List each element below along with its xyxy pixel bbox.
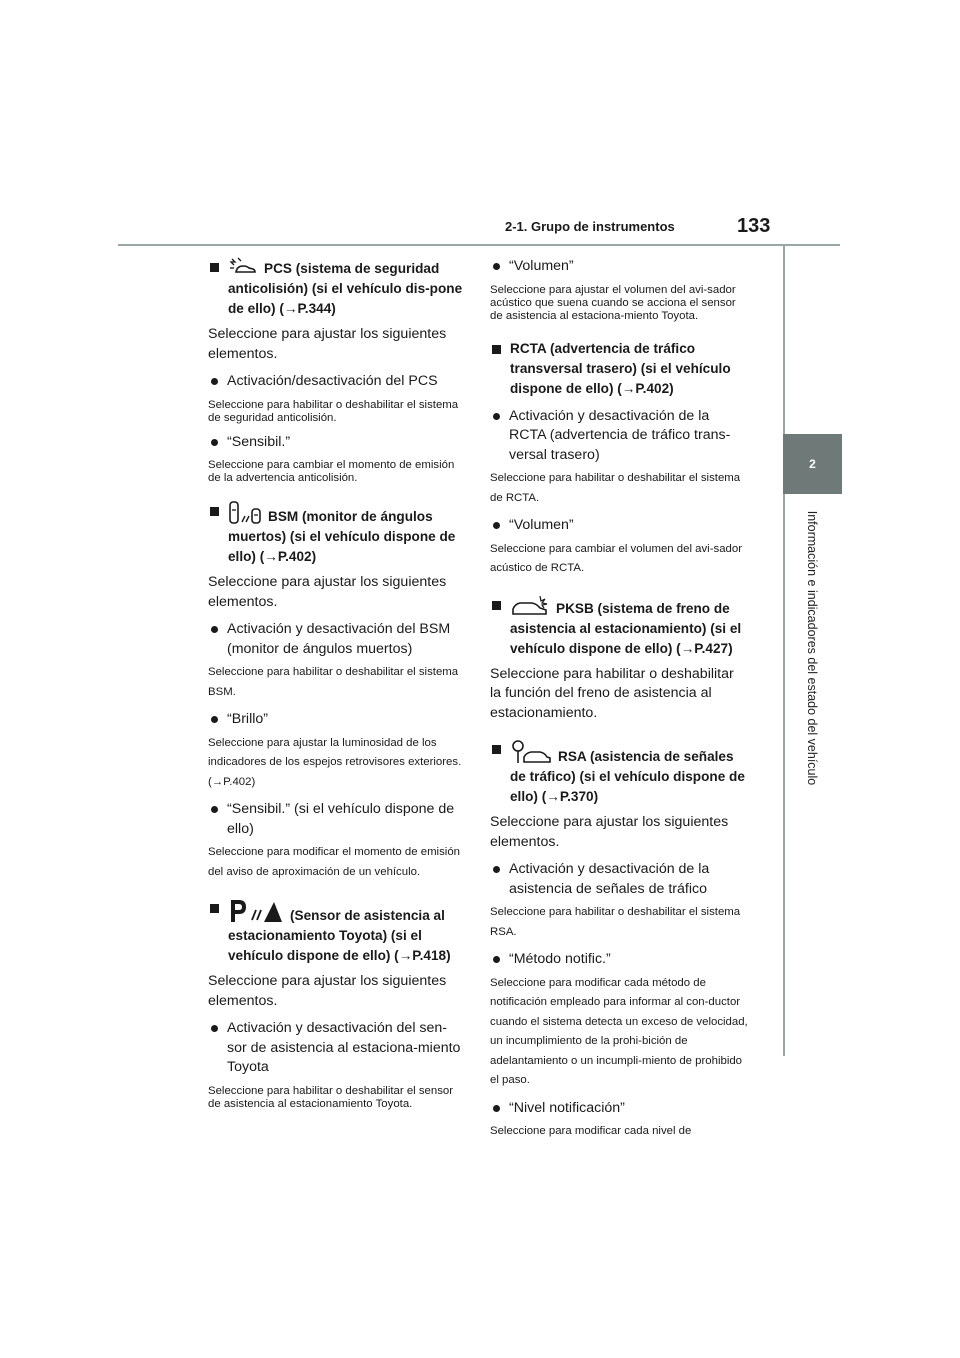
- square-bullet-icon: [210, 904, 219, 913]
- pksb-icon: [510, 595, 550, 617]
- parking-volume-desc: Seleccione para ajustar el volumen del avi-sador acústico que suena cuando se acciona el sensor de asistencia al estaciona-miento Toyota.: [490, 283, 736, 322]
- square-bullet-icon: [210, 263, 219, 272]
- bsm-bullet-sensitivity: “Sensibil.” (si el vehículo dispone de ello): [208, 800, 466, 839]
- rcta-bullet-onoff: Activación y desactivación de la RCTA (advertencia de tráfico trans-versal trasero): [490, 407, 748, 466]
- rsa-desc-level: Seleccione para modificar cada nivel de: [490, 1125, 692, 1137]
- pksb-section: [490, 595, 748, 724]
- rcta-desc-onoff: Seleccione para habilitar o deshabilitar el sistema de RCTA.: [490, 472, 741, 504]
- parking-sensor-intro: Seleccione para ajustar los siguientes elementos.: [208, 973, 447, 1009]
- bsm-bullet-onoff: Activación y desactivación del BSM (monitor de ángulos muertos): [208, 620, 466, 659]
- pcs-desc-onoff: Seleccione para habilitar o deshabilitar el sistema de seguridad anticolisión.: [208, 398, 459, 424]
- bsm-section: [208, 501, 466, 882]
- parking-sensor-section: [208, 898, 466, 1111]
- bsm-desc-brightness: Seleccione para ajustar la luminosidad de los indicadores de los espejos retrovisores exteriores. (→P.402): [208, 736, 462, 788]
- parking-volume-section: [490, 257, 748, 323]
- pksb-intro: Seleccione para habilitar o deshabilitar la función del freno de asistencia al estacionamiento.: [490, 665, 734, 721]
- pcs-bullet-sensitivity: “Sensibil.”: [208, 433, 466, 453]
- bsm-desc-onoff: Seleccione para habilitar o deshabilitar el sistema BSM.: [208, 666, 459, 698]
- pcs-icon: [228, 257, 258, 277]
- left-column: [208, 257, 466, 1127]
- pksb-heading: [490, 595, 748, 659]
- rsa-icon: [510, 739, 552, 765]
- pcs-heading: [208, 257, 466, 319]
- pksb-heading-text: PKSB (sistema de freno de asistencia al estacionamiento) (si el vehículo dispone de ello) (→P.427): [510, 600, 742, 656]
- rsa-desc-method: Seleccione para modificar cada método de notificación empleado para informar al con-ductor cuando el sistema detecta un exceso de velocidad, un incumplimiento de la prohi-bición de adelantamiento o un incumpli-miento de prohibido el paso.: [490, 976, 748, 1086]
- bsm-heading-text: BSM (monitor de ángulos muertos) (si el vehículo dispone de ello) (→P.402): [228, 509, 456, 564]
- page-number: 133: [737, 215, 771, 237]
- rsa-desc-onoff: Seleccione para habilitar o deshabilitar el sistema RSA.: [490, 906, 741, 938]
- rsa-bullet-onoff: Activación y desactivación de la asistencia de señales de tráfico: [490, 860, 748, 899]
- bsm-intro: Seleccione para ajustar los siguientes elementos.: [208, 574, 447, 610]
- pcs-bullet-onoff: Activación/desactivación del PCS: [208, 372, 466, 392]
- rcta-heading: [490, 339, 748, 399]
- parking-sensor-icon: [228, 898, 284, 924]
- rsa-section: [490, 739, 748, 1142]
- header-divider: [118, 244, 840, 246]
- rcta-section: [490, 339, 748, 579]
- rcta-bullet-volume: “Volumen”: [490, 516, 748, 536]
- pcs-intro: Seleccione para ajustar los siguientes elementos.: [208, 326, 447, 362]
- right-column: [490, 257, 748, 1158]
- parking-sensor-heading: [208, 898, 466, 966]
- side-divider: [783, 244, 785, 1056]
- header-section-title: 2-1. Grupo de instrumentos: [505, 219, 675, 234]
- chapter-title: Información e indicadores del estado del vehículo: [805, 510, 819, 786]
- bsm-heading: [208, 501, 466, 567]
- square-bullet-icon: [492, 345, 501, 354]
- rsa-intro: Seleccione para ajustar los siguientes elementos.: [490, 814, 729, 850]
- chapter-tab: 2: [783, 434, 842, 494]
- rsa-bullet-method: “Método notific.”: [490, 950, 748, 970]
- parking-sensor-desc-onoff: Seleccione para habilitar o deshabilitar el sensor de asistencia al estacionamiento Toyota.: [208, 1084, 454, 1110]
- rsa-bullet-level: “Nivel notificación”: [490, 1099, 748, 1119]
- parking-sensor-heading-text: (Sensor de asistencia al estacionamiento Toyota) (si el vehículo dispone de ello) (→P.418): [228, 908, 451, 963]
- pcs-desc-sensitivity: Seleccione para cambiar el momento de emisión de la advertencia anticolisión.: [208, 459, 455, 484]
- rsa-heading: [490, 739, 748, 807]
- rcta-desc-volume: Seleccione para cambiar el volumen del avi-sador acústico de RCTA.: [490, 542, 742, 574]
- pcs-section: [208, 257, 466, 485]
- bsm-bullet-brightness: “Brillo”: [208, 710, 466, 730]
- rsa-heading-text: RSA (asistencia de señales de tráfico) (si el vehículo dispone de ello) (→P.370): [510, 749, 745, 804]
- parking-volume-bullet: “Volumen”: [490, 257, 748, 277]
- square-bullet-icon: [210, 507, 219, 516]
- bsm-icon: [228, 501, 262, 525]
- parking-sensor-bullet-onoff: Activación y desactivación del sen-sor de asistencia al estaciona-miento Toyota: [208, 1019, 466, 1078]
- square-bullet-icon: [492, 601, 501, 610]
- bsm-desc-sensitivity: Seleccione para modificar el momento de emisión del aviso de aproximación de un vehículo.: [208, 846, 460, 878]
- rcta-heading-text: RCTA (advertencia de tráfico transversal trasero) (si el vehículo dispone de ello) (→P.402): [510, 340, 731, 396]
- pcs-heading-text: PCS (sistema de seguridad anticolisión) (si el vehículo dis-pone de ello) (→P.344): [228, 261, 463, 316]
- square-bullet-icon: [492, 745, 501, 754]
